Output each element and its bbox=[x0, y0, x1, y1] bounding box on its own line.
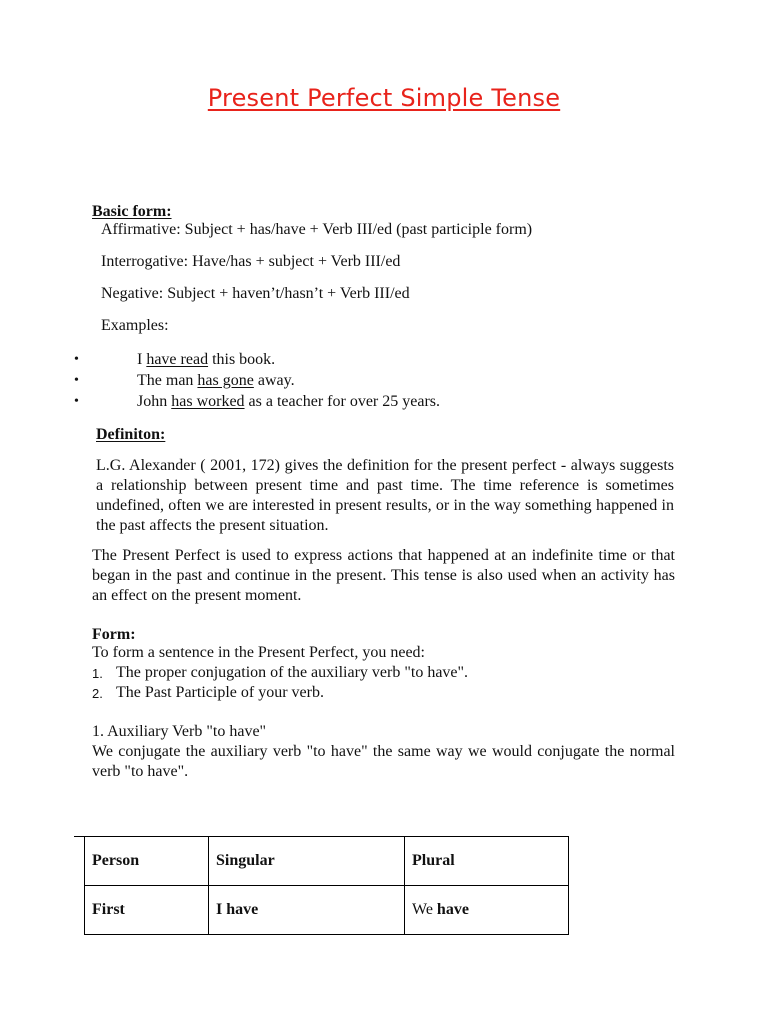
example-item bbox=[137, 350, 275, 370]
conjugation-table bbox=[84, 836, 569, 935]
basic-form-heading: Basic form: bbox=[92, 203, 172, 220]
bullet-icon: • bbox=[74, 394, 79, 409]
form-list-item: The Past Participle of your verb. bbox=[116, 684, 324, 701]
page-title: Present Perfect Simple Tense bbox=[207, 84, 561, 112]
example-text: as a teacher for over 25 years. bbox=[244, 393, 440, 410]
example-verb: has gone bbox=[197, 372, 254, 389]
example-item bbox=[137, 392, 440, 412]
example-text: away. bbox=[253, 372, 295, 389]
bullet-icon: • bbox=[74, 373, 79, 388]
table-row bbox=[85, 886, 569, 935]
example-verb: has worked bbox=[171, 393, 245, 410]
table-header-row bbox=[85, 837, 569, 886]
plural-verb: have bbox=[436, 901, 469, 918]
example-text: The man bbox=[137, 372, 198, 389]
present-perfect-paragraph: The Present Perfect is used to express actions that happened at an indefinite time or that began in the past and continue in the present. This tense is also used when an activity has an effect on the present moment. bbox=[92, 547, 675, 604]
example-text: John bbox=[137, 393, 172, 410]
form-heading: Form: bbox=[92, 626, 136, 643]
form-list-item: The proper conjugation of the auxiliary verb "to have". bbox=[116, 664, 469, 681]
cell-person: First bbox=[85, 886, 209, 935]
definition-paragraph: L.G. Alexander ( 2001, 172) gives the definition for the present perfect - always suggests a relationship between present time and past time. The time reference is sometimes undefined, often we are interested in present results, or in the way something happened in the past affects the present situation. bbox=[96, 457, 674, 534]
list-number: 2. bbox=[92, 686, 103, 701]
bullet-icon: • bbox=[74, 352, 79, 367]
cell-plural bbox=[405, 886, 569, 935]
interrogative-line: Interrogative: Have/has + subject + Verb III/ed bbox=[101, 253, 401, 270]
header-plural: Plural bbox=[405, 837, 569, 886]
auxiliary-heading: 1. Auxiliary Verb "to have" bbox=[92, 723, 267, 740]
form-intro: To form a sentence in the Present Perfect, you need: bbox=[92, 644, 425, 661]
table-rule bbox=[74, 836, 84, 837]
negative-line: Negative: Subject + haven’t/hasn’t + Verb III/ed bbox=[101, 285, 410, 302]
header-person: Person bbox=[85, 837, 209, 886]
affirmative-line: Affirmative: Subject + has/have + Verb III/ed (past participle form) bbox=[101, 221, 533, 238]
example-item bbox=[137, 371, 295, 391]
cell-singular: I have bbox=[209, 886, 405, 935]
plural-pronoun: We bbox=[412, 901, 437, 918]
header-singular: Singular bbox=[209, 837, 405, 886]
list-number: 1. bbox=[92, 666, 103, 681]
examples-label: Examples: bbox=[101, 317, 169, 334]
auxiliary-paragraph: We conjugate the auxiliary verb "to have" the same way we would conjugate the normal verb "to have". bbox=[92, 743, 675, 780]
example-verb: have read bbox=[146, 351, 209, 368]
definition-heading: Definiton: bbox=[96, 426, 166, 443]
example-text: I bbox=[137, 351, 147, 368]
example-text: this book. bbox=[208, 351, 276, 368]
